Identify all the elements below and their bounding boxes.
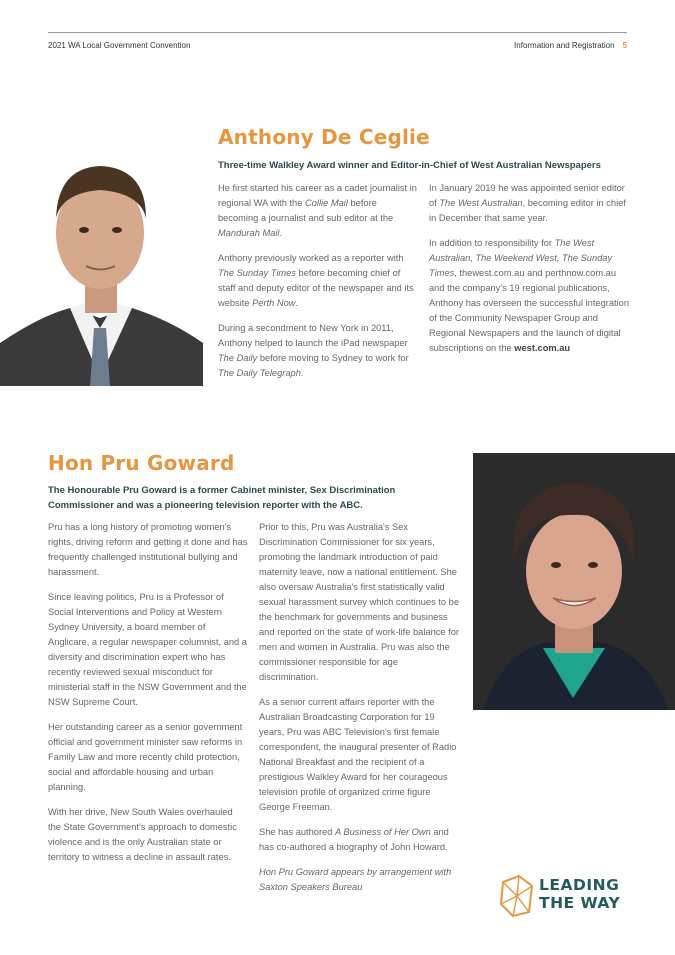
folded-paper-logo-icon: [499, 874, 535, 918]
website-link[interactable]: west.com.au: [514, 343, 571, 353]
speaker2-paragraph: Her outstanding career as a senior government official and government minister saw reforms in Family Law and more recently child protection, social and affordable housing and urban planning.: [48, 722, 243, 792]
speaker1-paragraph: During a secondment to New York in 2011, Anthony helped to launch the iPad newspaper The Daily before moving to Sydney to work for The Daily Telegraph.: [218, 323, 409, 378]
page-number: 5: [622, 41, 627, 50]
speaker2-column-1: [48, 520, 248, 875]
speaker1-paragraph: Anthony previously worked as a reporter with The Sunday Times before becoming chief of staff and deputy editor of the newspaper and its website Perth Now.: [218, 253, 414, 308]
speaker1-column-1: [218, 181, 418, 391]
speaker2-paragraph: As a senior current affairs reporter with the Australian Broadcasting Corporation for 19 years, Pru was ABC Television's first female correspondent, the inaugural presenter of Radio National Breakfast and the recipient of a prestigious Walkley Award for her courageous television profile of organized crime figure George Freeman.: [259, 697, 457, 812]
logo-wordmark: LEADING THE WAY: [539, 876, 621, 912]
speaker2-paragraph: Since leaving politics, Pru is a Professor of Social Interventions and Policy at Western Sydney University, a board member of Anglicare, a regular newspaper columnist, and a diversity and discrimination expert who has recently reviewed sexual misconduct for ministerial staff in the NSW Government and the NSW Supreme Court.: [48, 592, 247, 707]
header-section: [514, 41, 627, 50]
speaker2-paragraph: Prior to this, Pru was Australia's Sex Discrimination Commissioner for six years, promoting the landmark introduction of paid maternity leave, now a national entitlement. She also oversaw Australia's first statistically valid sexual harassment survey which continues to be the benchmark for governments and business and reported on the state of work-life balance for men and women in Australia. Pru was also the commissioner responsible for age discrimination.: [259, 522, 460, 682]
speaker2-paragraph: Pru has a long history of promoting women's rights, driving reform and getting it done and has frequently challenged institutional bullying and harassment.: [48, 522, 248, 577]
pru-portrait-icon: [473, 453, 675, 710]
speaker2-column-2: [259, 520, 459, 905]
speaker2-name: Hon Pru Goward: [48, 451, 235, 475]
leading-the-way-logo: [499, 874, 629, 920]
header-section-label: Information and Registration: [514, 41, 615, 50]
speaker1-paragraph: He first started his career as a cadet journalist in regional WA with the Collie Mail before becoming a journalist and sub editor at the Mandurah Mail.: [218, 183, 417, 238]
speaker2-paragraph: With her drive, New South Wales overhauled the State Government's approach to domestic violence and is the only Australian state or territory to witness a decline in assault rates.: [48, 807, 237, 862]
header-rule: [48, 32, 627, 33]
speaker1-name: Anthony De Ceglie: [218, 125, 430, 149]
anthony-portrait-icon: [0, 138, 203, 386]
speaker2-arrangement-note: Hon Pru Goward appears by arrangement with Saxton Speakers Bureau: [259, 867, 452, 892]
speaker2-paragraph: She has authored A Business of Her Own and has co-authored a biography of John Howard.: [259, 827, 449, 852]
speaker1-paragraph: In January 2019 he was appointed senior editor of The West Australian, becoming editor in chief in December that same year.: [429, 183, 626, 223]
speaker1-column-2: [429, 181, 629, 366]
pru-portrait: [473, 453, 675, 710]
header-title: 2021 WA Local Government Convention: [48, 41, 191, 50]
anthony-portrait: [0, 138, 203, 386]
speaker1-paragraph: In addition to responsibility for The West Australian, The Weekend West, The Sunday Times, thewest.com.au and perthnow.com.au and the company's 19 regional publications, Anthony has overseen the successful integration of the Community Newspaper Group and Regional Newspapers and the launch of digital subscriptions on the west.com.au: [429, 238, 630, 353]
speaker2-subtitle: The Honourable Pru Goward is a former Cabinet minister, Sex Discrimination Commissioner and was a pioneering television reporter with the ABC.: [48, 485, 396, 511]
speaker1-subtitle: Three-time Walkley Award winner and Editor-in-Chief of West Australian Newspapers: [218, 160, 601, 171]
